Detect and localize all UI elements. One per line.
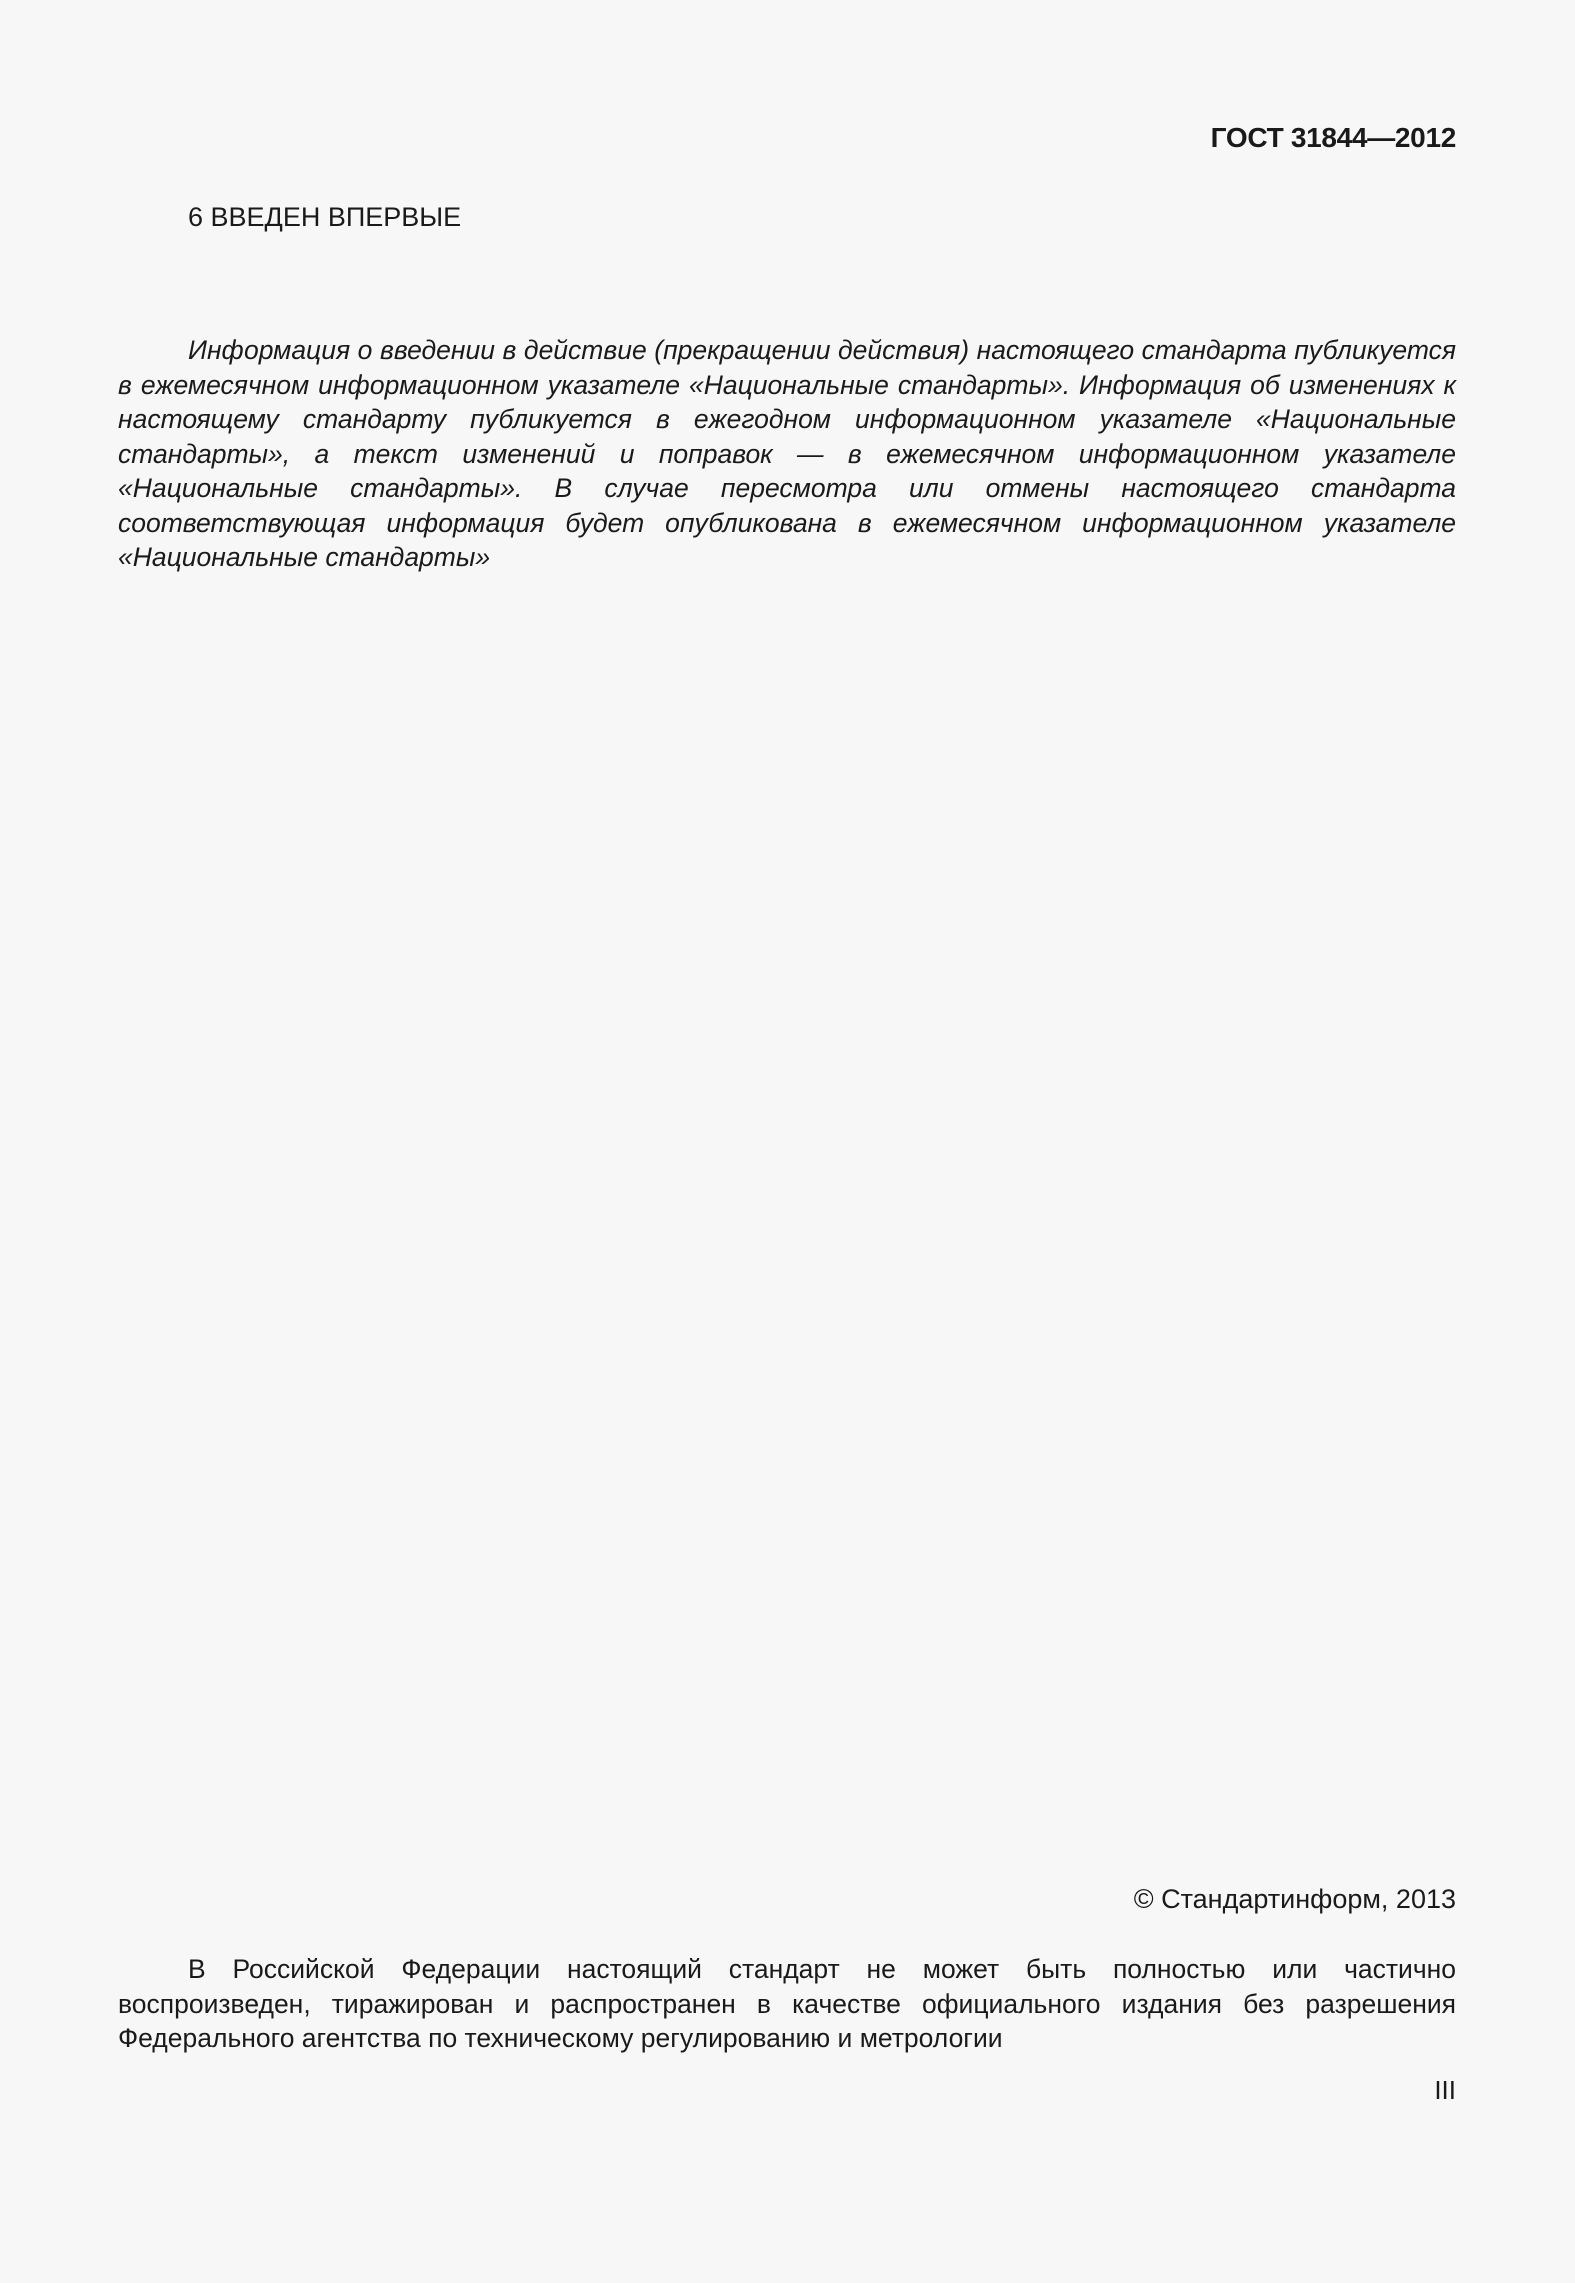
page-number: III [1434,2075,1456,2105]
publication-info-paragraph: Информация о введении в действие (прекращении действия) настоящего стандарта публикуется в ежемесячном информационном указателе «Национальные стандарты». Информация об изменениях к настоящему стандарту публикуется в ежегодном информационном указателе «Национальные стандарты», а текст изменений и поправок — в ежемесячном информационном указателе «Национальные стандарты». В случае пересмотра или отмены настоящего стандарта соответствующая информация будет опубликована в ежемесячном информационном указателе «Национальные стандарты» [118,335,1456,572]
copyright-line: © Стандартинформ, 2013 [1133,1884,1456,1914]
standard-code-header: ГОСТ 31844—2012 [1210,122,1456,153]
introduction-item: 6 ВВЕДЕН ВПЕРВЫЕ [188,202,462,232]
reproduction-notice-paragraph: В Российской Федерации настоящий стандарт не может быть полностью или частично воспроизведен, тиражирован и распространен в качестве официального издания без разрешения Федерального агентства по техническому регулированию и метрологии [118,1954,1456,2053]
